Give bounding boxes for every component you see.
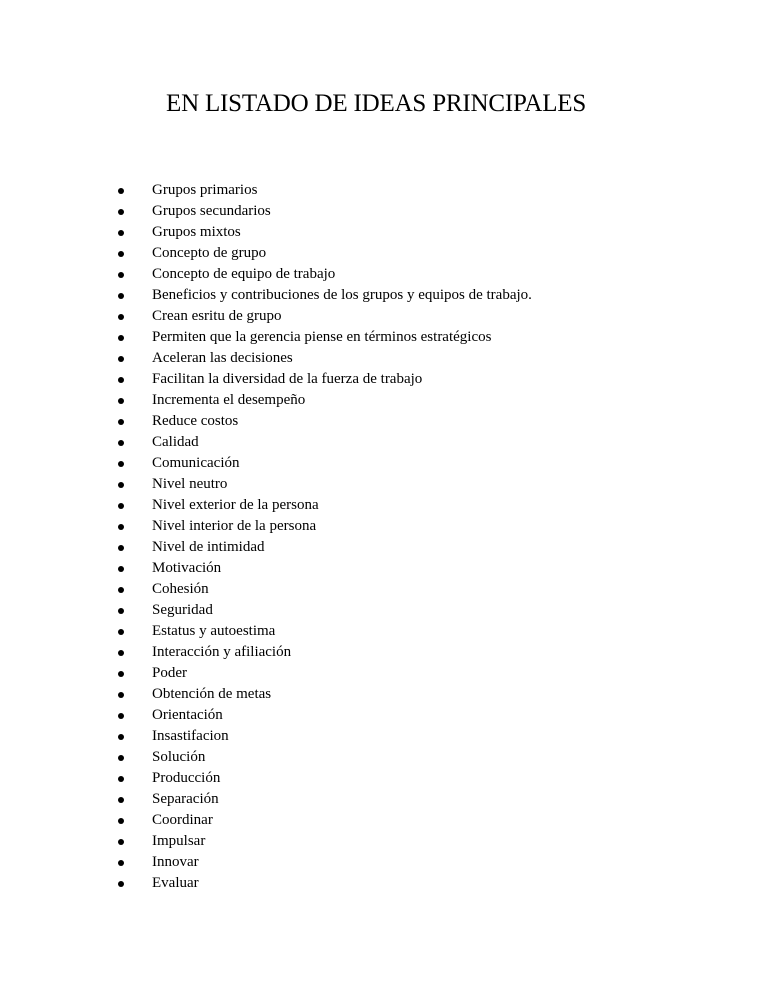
bullet-icon [118, 839, 124, 845]
list-item-text: Separación [152, 791, 219, 807]
list-item-text: Concepto de equipo de trabajo [152, 266, 336, 282]
list-item-text: Aceleran las decisiones [152, 350, 293, 366]
list-item-text: Producción [152, 770, 221, 786]
list-item-text: Grupos mixtos [152, 224, 241, 240]
bullet-icon [118, 776, 124, 782]
list-item-text: Permiten que la gerencia piense en términos estratégicos [152, 329, 492, 345]
page-title: EN LISTADO DE IDEAS PRINCIPALES [166, 90, 587, 117]
list-item-text: Solución [152, 749, 206, 765]
list-item-text: Insastifacion [152, 728, 229, 744]
list-item-text: Estatus y autoestima [152, 623, 276, 639]
list-item-text: Impulsar [152, 833, 206, 849]
bullet-icon [118, 734, 124, 740]
bullet-icon [118, 251, 124, 257]
bullet-icon [118, 461, 124, 467]
list-item-text: Calidad [152, 434, 199, 450]
list-item-text: Nivel interior de la persona [152, 518, 317, 534]
bullet-icon [118, 860, 124, 866]
bullet-icon [118, 209, 124, 215]
bullet-icon [118, 755, 124, 761]
bullet-icon [118, 566, 124, 572]
bullet-icon [118, 545, 124, 551]
list-item-text: Nivel exterior de la persona [152, 497, 319, 513]
list-item-text: Motivación [152, 560, 222, 576]
bullet-icon [118, 335, 124, 341]
list-item-text: Nivel neutro [152, 476, 228, 492]
list-item-text: Facilitan la diversidad de la fuerza de trabajo [152, 371, 423, 387]
bullet-icon [118, 524, 124, 530]
list-item-text: Obtención de metas [152, 686, 272, 702]
bullet-icon [118, 608, 124, 614]
bullet-icon [118, 377, 124, 383]
list-item-text: Orientación [152, 707, 223, 723]
bullet-icon [118, 650, 124, 656]
bullet-icon [118, 797, 124, 803]
list-item-text: Crean esritu de grupo [152, 308, 282, 324]
list-item-text: Seguridad [152, 602, 213, 618]
bullet-icon [118, 629, 124, 635]
bullet-icon [118, 314, 124, 320]
bullet-icon [118, 356, 124, 362]
list-item-text: Evaluar [152, 875, 199, 891]
bullet-icon [118, 440, 124, 446]
list-item-text: Coordinar [152, 812, 213, 828]
list-item-text: Concepto de grupo [152, 245, 267, 261]
list-item-text: Grupos secundarios [152, 203, 271, 219]
list-item-text: Grupos primarios [152, 182, 258, 198]
bullet-icon [118, 272, 124, 278]
list-item-text: Comunicación [152, 455, 240, 471]
bullet-icon [118, 503, 124, 509]
bullet-icon [118, 482, 124, 488]
bullet-icon [118, 881, 124, 887]
bullet-icon [118, 188, 124, 194]
list-item-text: Innovar [152, 854, 199, 870]
bullet-icon [118, 230, 124, 236]
bullet-icon [118, 713, 124, 719]
list-item-text: Cohesión [152, 581, 209, 597]
list-item-text: Poder [152, 665, 187, 681]
list-item-text: Incrementa el desempeño [152, 392, 306, 408]
list-item-text: Beneficios y contribuciones de los grupos y equipos de trabajo. [152, 287, 532, 303]
list-item-text: Nivel de intimidad [152, 539, 265, 555]
bullet-icon [118, 293, 124, 299]
bullet-icon [118, 818, 124, 824]
bullet-icon [118, 398, 124, 404]
list-item-text: Interacción y afiliación [152, 644, 292, 660]
list-item-text: Reduce costos [152, 413, 239, 429]
bullet-icon [118, 587, 124, 593]
bullet-icon [118, 671, 124, 677]
bullet-icon [118, 419, 124, 425]
bullet-icon [118, 692, 124, 698]
